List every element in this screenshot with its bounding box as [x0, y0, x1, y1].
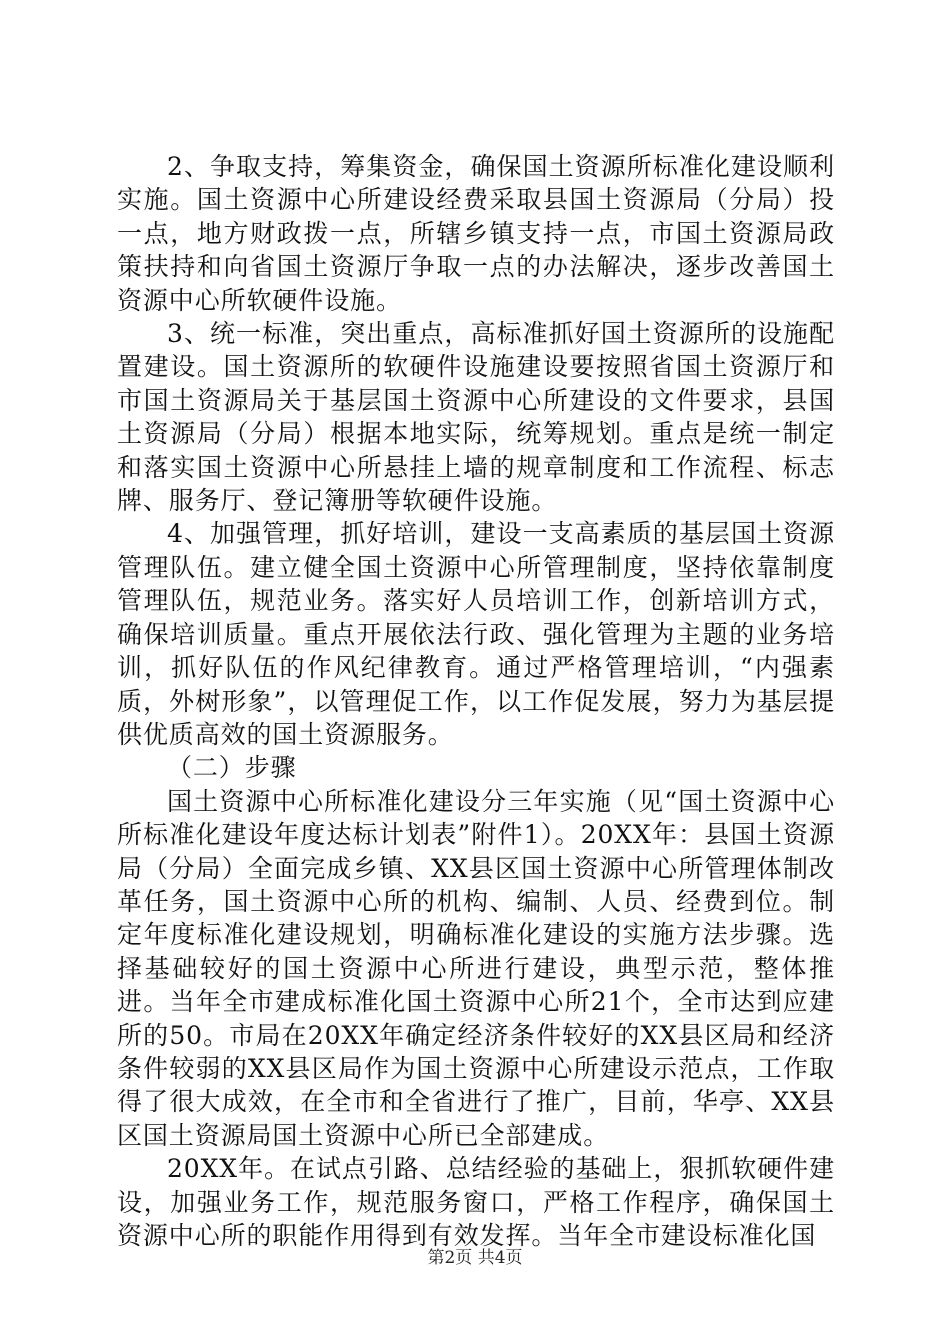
paragraph-4-management: 4、加强管理，抓好培训，建设一支高素质的基层国土资源管理队伍。建立健全国土资源中心所管理制度，坚持依靠制度管理队伍，规范业务。落实好人员培训工作，创新培训方式，确保培训质量。重点开展依法行政、强化管理为主题的业务培训，抓好队伍的作风纪律教育。通过严格管理培训，“内强素质，外树形象”，以管理促工作，以工作促发展，努力为基层提供优质高效的国土资源服务。	[117, 519, 835, 749]
page-footer: 第2页 共4页	[427, 1248, 523, 1268]
paragraph-2-funding: 2、争取支持，筹集资金，确保国土资源所标准化建设顺利实施。国土资源中心所建设经费采取县国土资源局（分局）投一点，地方财政拨一点，所辖乡镇支持一点，市国土资源局政策扶持和向省国土资源厅争取一点的办法解决，逐步改善国土资源中心所软硬件设施。	[117, 152, 835, 315]
paragraph-3-standards: 3、统一标准，突出重点，高标准抓好国土资源所的设施配置建设。国土资源所的软硬件设施建设要按照省国土资源厅和市国土资源局关于基层国土资源中心所建设的文件要求，县国土资源局（分局）根据本地实际，统筹规划。重点是统一制定和落实国土资源中心所悬挂上墙的规章制度和工作流程、标志牌、服务厅、登记簿册等软硬件设施。	[117, 319, 835, 516]
section-heading-steps: （二）步骤	[167, 753, 297, 783]
paragraph-second-year: 20XX年。在试点引路、总结经验的基础上，狠抓软硬件建设，加强业务工作，规范服务窗口，严格工作程序，确保国土资源中心所的职能作用得到有效发挥。当年全市建设标准化国	[117, 1154, 835, 1250]
document-body	[117, 150, 835, 1252]
paragraph-steps-overview: 国土资源中心所标准化建设分三年实施（见“国土资源中心所标准化建设年度达标计划表”附件1）。20XX年：县国土资源局（分局）全面完成乡镇、XX县区国土资源中心所管理体制改革任务，国土资源中心所的机构、编制、人员、经费到位。制定年度标准化建设规划，明确标准化建设的实施方法步骤。选择基础较好的国土资源中心所进行建设，典型示范，整体推进。当年全市建成标准化国土资源中心所21个，全市达到应建所的50。市局在20XX年确定经济条件较好的XX县区局和经济条件较弱的XX县区局作为国土资源中心所建设示范点，工作取得了很大成效，在全市和全省进行了推广，目前，华亭、XX县区国土资源局国土资源中心所已全部建成。	[117, 786, 835, 1150]
